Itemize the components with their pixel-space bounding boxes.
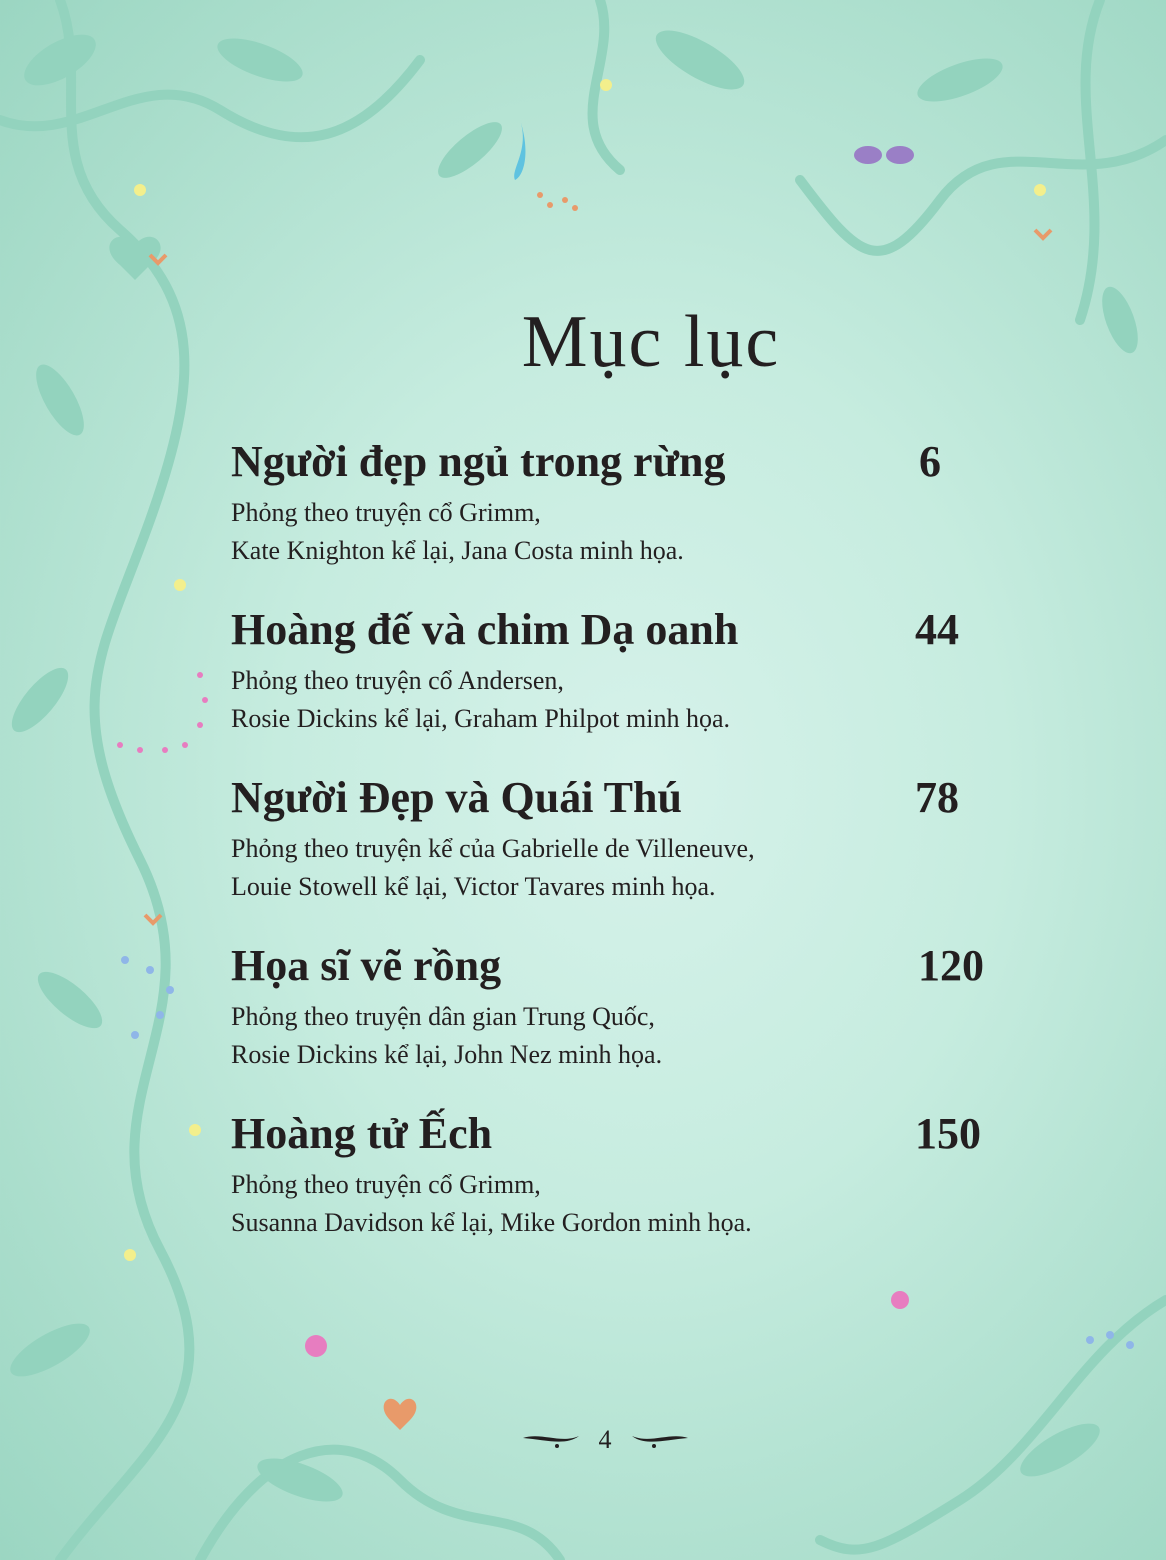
entry-source: Phỏng theo truyện cổ Grimm, [231, 498, 541, 527]
entry-title: Người Đẹp và Quái Thú [231, 773, 682, 822]
entry-title: Người đẹp ngủ trong rừng [231, 437, 726, 486]
entry-credits: Rosie Dickins kể lại, John Nez minh họa. [231, 1040, 663, 1069]
ornament-left-icon [521, 1430, 581, 1450]
toc-entry[interactable] [231, 1106, 1011, 1242]
page-footer [500, 1420, 710, 1460]
page-number: 4 [598, 1425, 612, 1454]
toc-entry[interactable] [231, 434, 1011, 570]
entry-credits: Louie Stowell kể lại, Victor Tavares minh họa. [231, 872, 716, 901]
ornament-right-icon [630, 1430, 690, 1450]
toc-entry[interactable] [231, 770, 1011, 906]
entry-page-number: 120 [918, 941, 984, 990]
entry-credits: Rosie Dickins kể lại, Graham Philpot minh họa. [231, 704, 730, 733]
entry-title: Hoàng đế và chim Dạ oanh [231, 605, 739, 654]
entry-credits: Kate Knighton kể lại, Jana Costa minh họa. [231, 536, 684, 565]
toc-entry[interactable] [231, 602, 1011, 738]
entry-title: Hoàng tử Ếch [231, 1109, 493, 1158]
entry-page-number: 44 [915, 605, 959, 654]
entry-source: Phỏng theo truyện cổ Grimm, [231, 1170, 541, 1199]
entry-credits: Susanna Davidson kể lại, Mike Gordon minh họa. [231, 1208, 752, 1237]
entry-source: Phỏng theo truyện dân gian Trung Quốc, [231, 1002, 655, 1031]
entry-page-number: 150 [915, 1109, 981, 1158]
toc-entry[interactable] [231, 938, 1011, 1074]
entry-source: Phỏng theo truyện kể của Gabrielle de Villeneuve, [231, 834, 755, 863]
page-title: Mục lục [521, 301, 781, 383]
entry-page-number: 6 [919, 437, 941, 486]
entry-source: Phỏng theo truyện cổ Andersen, [231, 666, 564, 695]
entry-page-number: 78 [915, 773, 959, 822]
entry-title: Họa sĩ vẽ rồng [231, 941, 502, 990]
